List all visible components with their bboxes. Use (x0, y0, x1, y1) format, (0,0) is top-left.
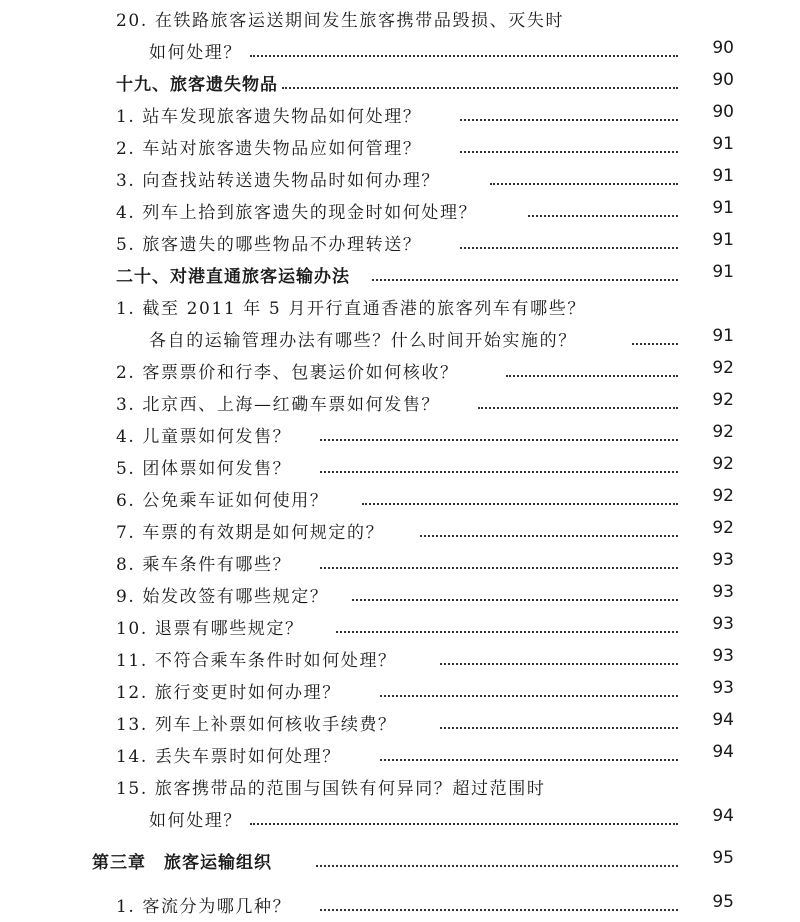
toc-entry-title: 5. 旅客遗失的哪些物品不办理转送？ (116, 235, 422, 255)
toc-entry-title: 14. 丢失车票时如何处理？ (116, 747, 341, 767)
toc-section (0, 66, 800, 97)
toc-page-number: 91 (712, 326, 734, 346)
leader-dots (282, 87, 678, 89)
toc-entry (0, 546, 800, 577)
leader-dots (380, 759, 678, 761)
toc-entry-title: 4. 列车上拾到旅客遗失的现金时如何处理？ (116, 203, 478, 223)
toc-entry-title: 第三章 旅客运输组织 (92, 853, 272, 873)
toc-entry-title: 4. 儿童票如何发售？ (116, 427, 292, 447)
toc-entry-title: 2. 客票票价和行李、包裹运价如何核收？ (116, 363, 459, 383)
toc-entry-title: 如何处理？ (149, 43, 242, 63)
toc-entry-title: 二十、对港直通旅客运输办法 (116, 267, 350, 287)
toc-entry-title: 1. 客流分为哪几种？ (116, 897, 292, 917)
toc-entry-title: 3. 北京西、上海—红磡车票如何发售？ (116, 395, 441, 415)
leader-dots (632, 343, 678, 345)
toc-page-number: 91 (712, 230, 734, 250)
toc-page-number: 93 (712, 614, 734, 634)
leader-dots (336, 631, 678, 633)
toc-entry-title: 15. 旅客携带品的范围与国铁有何异同？超过范围时 (116, 779, 546, 799)
toc-entry (0, 2, 800, 33)
toc-entry-title: 十九、旅客遗失物品 (116, 75, 278, 95)
toc-entry (0, 888, 800, 919)
leader-dots (460, 151, 678, 153)
leader-dots (316, 865, 678, 867)
toc-entry (0, 354, 800, 385)
leader-dots (478, 407, 678, 409)
toc-page-number: 92 (712, 422, 734, 442)
toc-page-number: 94 (712, 710, 734, 730)
leader-dots (320, 909, 678, 911)
toc-entry (0, 770, 800, 801)
leader-dots (320, 567, 678, 569)
toc-entry (0, 482, 800, 513)
leader-dots (380, 695, 678, 697)
toc-entry-title: 11. 不符合乘车条件时如何处理？ (116, 651, 397, 671)
leader-dots (320, 439, 678, 441)
toc-entry-title: 各自的运输管理办法有哪些？什么时间开始实施的？ (149, 331, 577, 351)
toc-entry (0, 514, 800, 545)
toc-entry-title: 9. 始发改签有哪些规定？ (116, 587, 329, 607)
toc-page-number: 95 (712, 892, 734, 912)
leader-dots (250, 55, 678, 57)
toc-entry-title: 8. 乘车条件有哪些？ (116, 555, 292, 575)
leader-dots (440, 663, 678, 665)
toc-entry (0, 450, 800, 481)
toc-page-number: 91 (712, 134, 734, 154)
toc-page-number: 91 (712, 166, 734, 186)
toc-entry-title: 13. 列车上补票如何核收手续费？ (116, 715, 397, 735)
toc-entry (0, 194, 800, 225)
leader-dots (460, 119, 678, 121)
toc-section (0, 258, 800, 289)
leader-dots (506, 375, 678, 377)
toc-page-number: 92 (712, 358, 734, 378)
toc-entry-title: 20. 在铁路旅客运送期间发生旅客携带品毁损、灭失时 (116, 11, 565, 31)
toc-entry (0, 674, 800, 705)
toc-entry (0, 98, 800, 129)
leader-dots (460, 247, 678, 249)
toc-entry (0, 706, 800, 737)
toc-entry (0, 130, 800, 161)
toc-page-number: 90 (712, 70, 734, 90)
toc-entry (0, 322, 800, 353)
toc-entry-title: 1. 截至 2011 年 5 月开行直通香港的旅客列车有哪些？ (116, 299, 586, 319)
toc-page-number: 92 (712, 486, 734, 506)
toc-entry-title: 5. 团体票如何发售？ (116, 459, 292, 479)
leader-dots (372, 279, 678, 281)
leader-dots (362, 503, 678, 505)
toc-page-number: 94 (712, 742, 734, 762)
toc-page-number: 92 (712, 518, 734, 538)
toc-entry (0, 290, 800, 321)
toc-page-number: 92 (712, 390, 734, 410)
toc-entry (0, 226, 800, 257)
toc-page-number: 90 (712, 102, 734, 122)
toc-entry-title: 12. 旅行变更时如何办理？ (116, 683, 341, 703)
toc-page-number: 93 (712, 678, 734, 698)
toc-entry (0, 34, 800, 65)
leader-dots (320, 471, 678, 473)
toc-entry (0, 162, 800, 193)
leader-dots (490, 183, 678, 185)
toc-entry (0, 578, 800, 609)
toc-entry (0, 738, 800, 769)
leader-dots (528, 215, 678, 217)
toc-page-number: 94 (712, 806, 734, 826)
toc-entry (0, 386, 800, 417)
toc-entry-title: 7. 车票的有效期是如何规定的？ (116, 523, 385, 543)
toc-entry-title: 2. 车站对旅客遗失物品应如何管理？ (116, 139, 422, 159)
toc-entry (0, 802, 800, 833)
toc-entry-title: 1. 站车发现旅客遗失物品如何处理？ (116, 107, 422, 127)
toc-entry-title: 6. 公免乘车证如何使用？ (116, 491, 329, 511)
toc-page-number: 92 (712, 454, 734, 474)
toc-chapter (0, 844, 800, 875)
toc-page-number: 93 (712, 646, 734, 666)
toc-page-number: 93 (712, 582, 734, 602)
toc-page-number: 91 (712, 198, 734, 218)
leader-dots (440, 727, 678, 729)
toc-entry (0, 418, 800, 449)
toc-page-number: 90 (712, 38, 734, 58)
toc-page-number: 95 (712, 848, 734, 868)
leader-dots (352, 599, 678, 601)
toc-page-number: 93 (712, 550, 734, 570)
leader-dots (420, 535, 678, 537)
toc-entry (0, 642, 800, 673)
toc-entry (0, 610, 800, 641)
leader-dots (250, 823, 678, 825)
toc-entry-title: 10. 退票有哪些规定？ (116, 619, 304, 639)
toc-page-number: 91 (712, 262, 734, 282)
toc-entry-title: 3. 向查找站转送遗失物品时如何办理？ (116, 171, 441, 191)
toc-entry-title: 如何处理？ (149, 811, 242, 831)
